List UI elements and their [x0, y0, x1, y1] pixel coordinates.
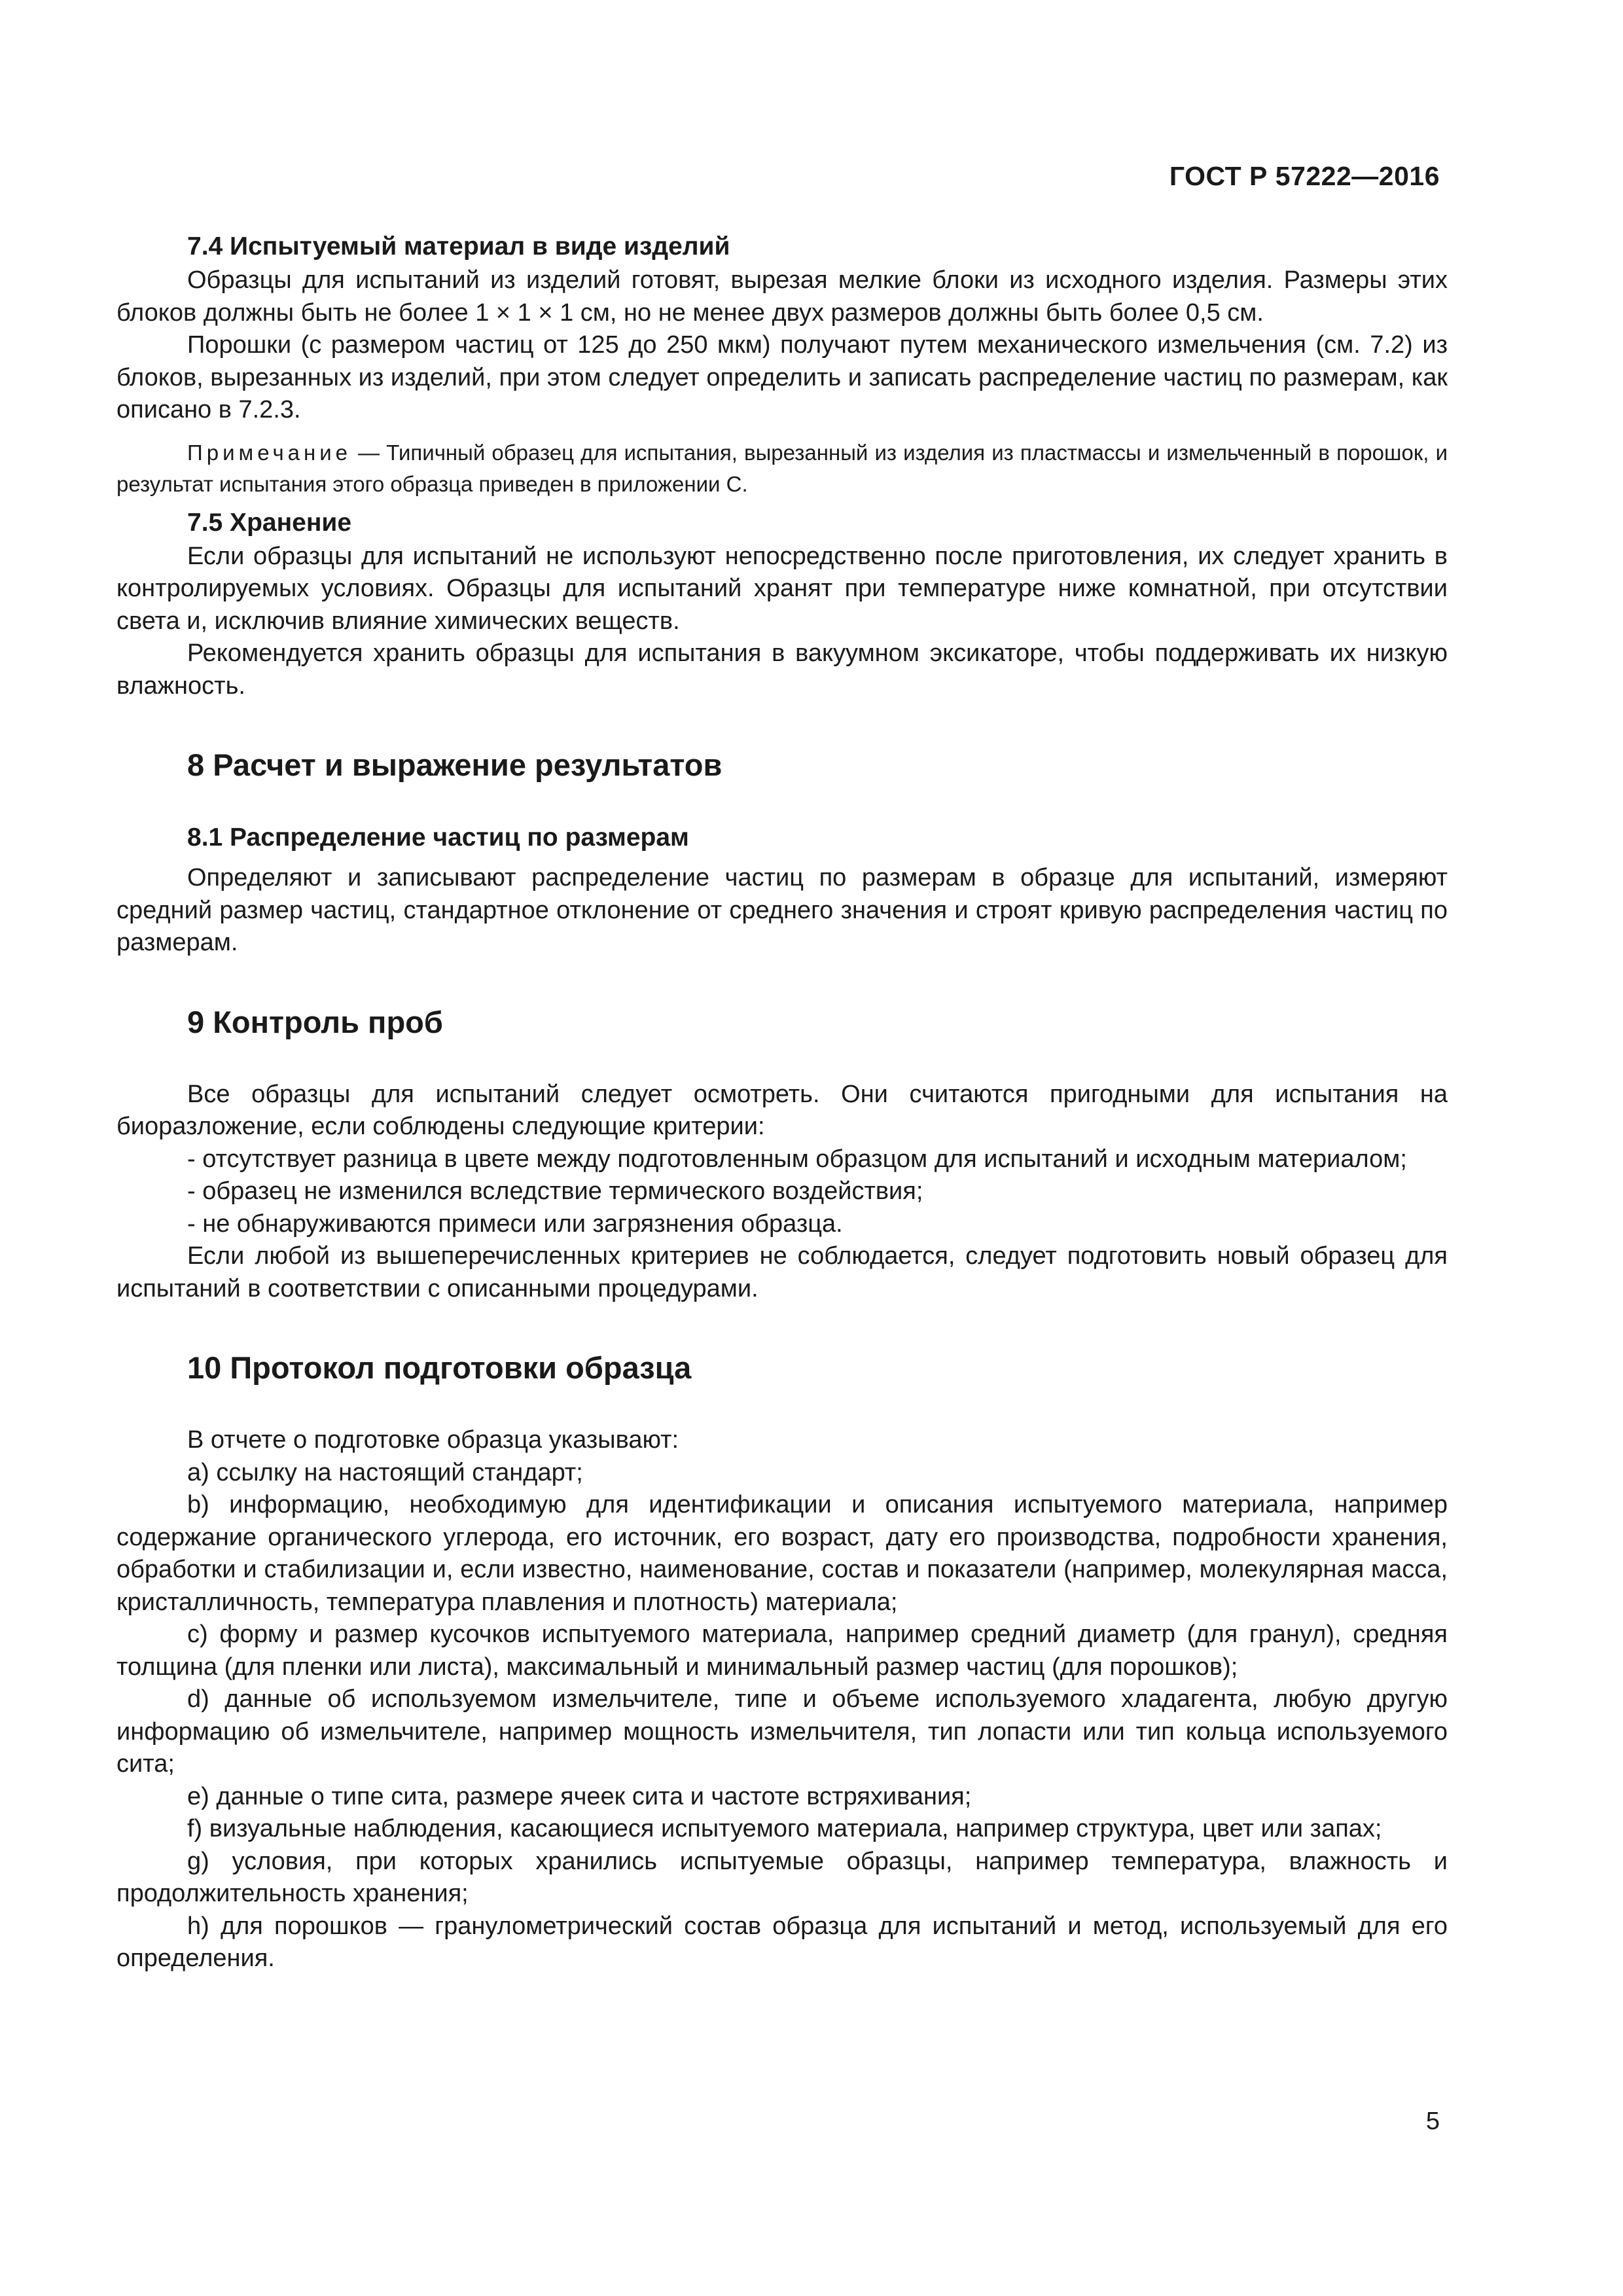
list-item: e) данные о типе сита, размере ячеек сита и частоте встряхивания;	[187, 1782, 972, 1810]
section-7-5-heading: 7.5 Хранение	[187, 508, 352, 537]
list-item: - образец не изменился вследствие термического воздействия;	[187, 1177, 923, 1205]
list-item: h) для порошков — гранулометрический состав образца для испытаний и метод, используемый для его определения.	[116, 1912, 1448, 1972]
list-item: g) условия, при которых хранились испытуемые образцы, например температура, влажность и продолжительность хранения;	[116, 1847, 1448, 1907]
paragraph: Все образцы для испытаний следует осмотреть. Они считаются пригодными для испытания на биоразложение, если соблюдены следующие критерии:	[116, 1080, 1448, 1140]
section-8-1-heading: 8.1 Распределение частиц по размерам	[187, 823, 689, 852]
section-7-4-heading: 7.4 Испытуемый материал в виде изделий	[187, 232, 730, 260]
list-item: b) информацию, необходимую для идентификации и описания испытуемого материала, например содержание органического углерода, его источник, его возраст, дату его производства, подробности хранения, обработки и стабилизации и, если известно, наименование, состав и показатели (например, молекулярная масса, кристалличность, температура плавления и плотность) материала;	[116, 1491, 1448, 1616]
paragraph: Определяют и записывают распределение частиц по размерам в образце для испытаний, измеряют средний размер частиц, стандартное отклонение от среднего значения и строят кривую распределения частиц по размерам.	[116, 864, 1448, 956]
paragraph: В отчете о подготовке образца указывают:	[187, 1426, 679, 1454]
list-item: a) ссылку на настоящий стандарт;	[187, 1458, 583, 1486]
page-number: 5	[1425, 2108, 1440, 2135]
list-item: c) форму и размер кусочков испытуемого материала, например средний диаметр (для гранул), средняя толщина (для пленки или листа), максимальный и минимальный размер частиц (для порошков);	[116, 1621, 1448, 1681]
section-10-heading: 10 Протокол подготовки образца	[187, 1350, 692, 1385]
paragraph: Если образцы для испытаний не используют непосредственно после приготовления, их следует хранить в контролируемых условиях. Образцы для испытаний хранят при температуре ниже комнатной, при отсутствии света и, исключив влияние химических веществ.	[116, 542, 1448, 635]
paragraph: Образцы для испытаний из изделий готовят, вырезая мелкие блоки из исходного изделия. Размеры этих блоков должны быть не более 1 × 1 × 1 см, но не менее двух размеров должны быть более 0,5 см.	[116, 266, 1448, 327]
list-item: f) визуальные наблюдения, касающиеся испытуемого материала, например структура, цвет или запах;	[187, 1815, 1382, 1842]
list-item: d) данные об используемом измельчителе, типе и объеме используемого хладагента, любую другую информацию об измельчителе, например мощность измельчителя, тип лопасти или тип кольца используемого сита;	[116, 1685, 1448, 1778]
document-body	[116, 230, 1448, 1975]
note-text: — Типичный образец для испытания, вырезанный из изделия из пластмассы и измельченный в порошок, и результат испытания этого образца приведен в приложении С.	[116, 440, 1448, 496]
note-label: Примечание	[187, 440, 352, 465]
paragraph: Если любой из вышеперечисленных критериев не соблюдается, следует подготовить новый образец для испытаний в соответствии с описанными процедурами.	[116, 1242, 1448, 1302]
paragraph: Рекомендуется хранить образцы для испытания в вакуумном эксикаторе, чтобы поддерживать их низкую влажность.	[116, 639, 1448, 700]
paragraph: Порошки (с размером частиц от 125 до 250 мкм) получают путем механического измельчения (см. 7.2) из блоков, вырезанных из изделий, при этом следует определить и записать распределение частиц по размерам, как описано в 7.2.3.	[116, 331, 1448, 423]
list-item: - не обнаруживаются примеси или загрязнения образца.	[187, 1210, 843, 1238]
section-8-heading: 8 Расчет и выражение результатов	[187, 747, 722, 782]
note	[116, 437, 1448, 500]
section-9-heading: 9 Контроль проб	[187, 1004, 443, 1039]
list-item: - отсутствует разница в цвете между подготовленным образцом для испытаний и исходным материалом;	[187, 1145, 1407, 1173]
document-id: ГОСТ Р 57222—2016	[1169, 161, 1440, 191]
